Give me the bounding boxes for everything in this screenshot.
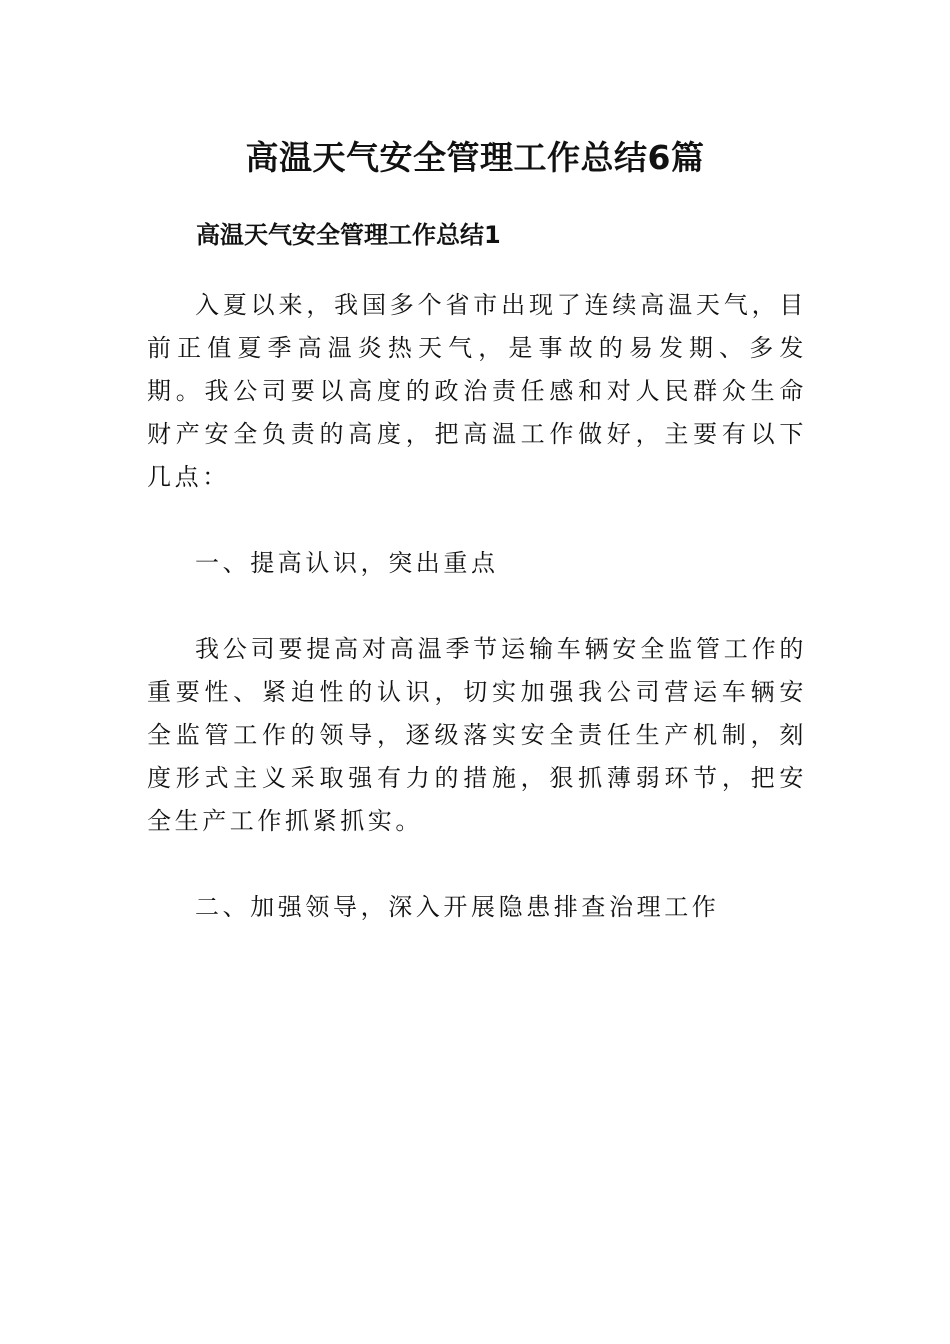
section-subtitle: 高温天气安全管理工作总结1 [196, 221, 501, 249]
section-heading-1: 一、提高认识，突出重点 [195, 549, 499, 577]
body-paragraph-intro: 入夏以来，我国多个省市出现了连续高温天气，目前正值夏季高温炎热天气，是事故的易发期、多发期。我公司要以高度的政治责任感和对人民群众生命财产安全负责的高度，把高温工作做好，主要有以下几点： [147, 291, 807, 491]
body-paragraph-1: 我公司要提高对高温季节运输车辆安全监管工作的重要性、紧迫性的认识，切实加强我公司营运车辆安全监管工作的领导，逐级落实安全责任生产机制，刻度形式主义采取强有力的措施，狠抓薄弱环节，把安全生产工作抓紧抓实。 [147, 635, 807, 835]
document-body [147, 284, 807, 972]
section-heading-2: 二、加强领导，深入开展隐患排查治理工作 [195, 893, 720, 921]
document-title: 高温天气安全管理工作总结6篇 [245, 138, 705, 177]
